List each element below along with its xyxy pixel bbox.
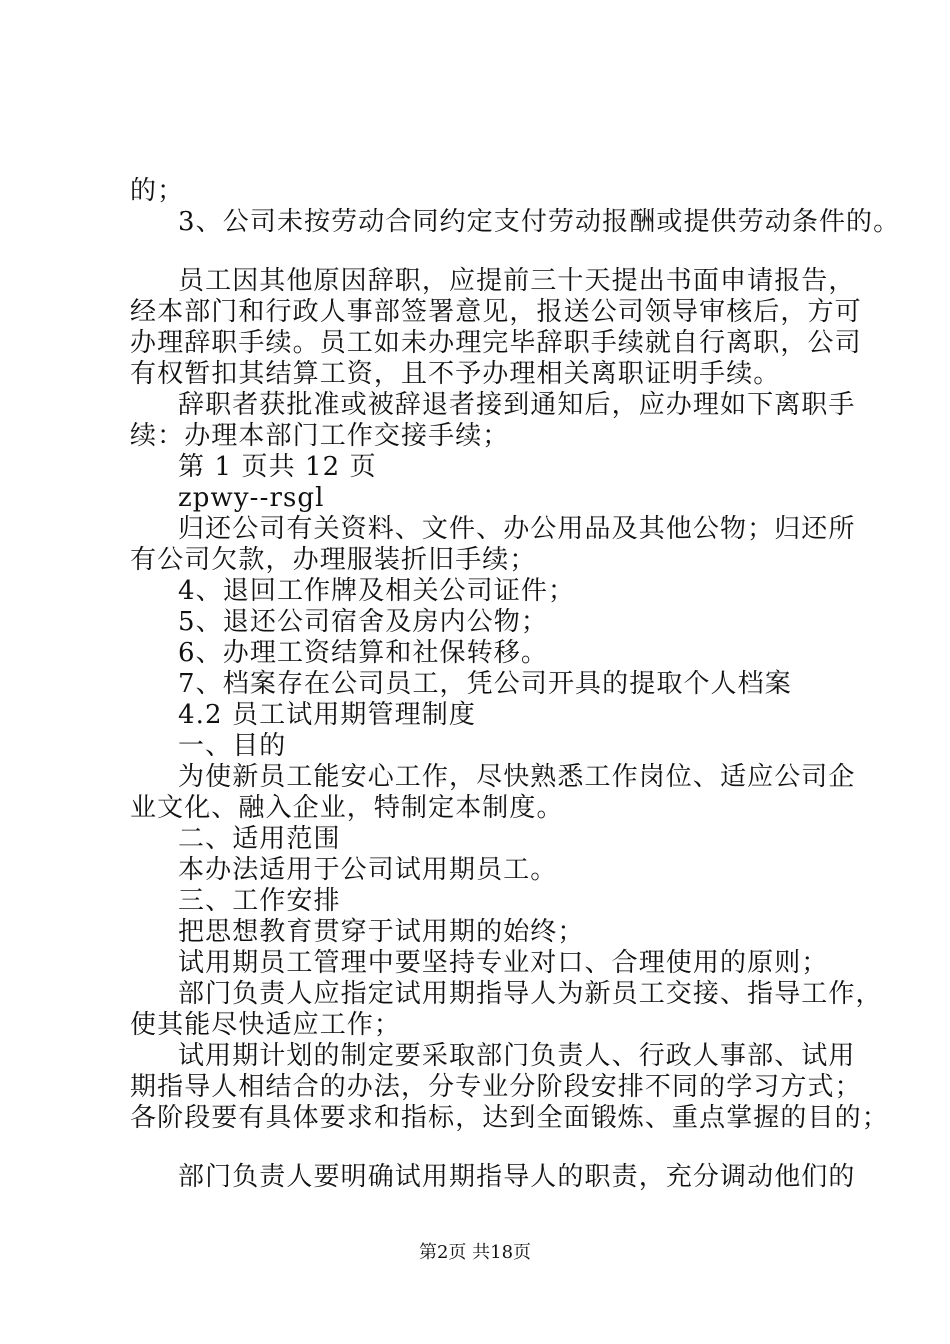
text-line: 把思想教育贯穿于试用期的始终； [178, 917, 585, 947]
page-marker: 第 1 页共 12 页 [178, 452, 377, 482]
text-line: 3、公司未按劳动合同约定支付劳动报酬或提供劳动条件的。 [178, 207, 901, 237]
text-line: 有权暂扣其结算工资，且不予办理相关离职证明手续。 [130, 359, 781, 389]
text-line: 各阶段要有具体要求和指标，达到全面锻炼、重点掌握的目的； [130, 1103, 889, 1133]
subsection-heading: 三、工作安排 [178, 886, 341, 916]
text-line: 续：办理本部门工作交接手续； [130, 421, 510, 451]
text-line: 试用期计划的制定要采取部门负责人、行政人事部、试用 [178, 1041, 856, 1071]
text-line: 办理辞职手续。员工如未办理完毕辞职手续就自行离职，公司 [130, 328, 862, 358]
text-line: 期指导人相结合的办法，分专业分阶段安排不同的学习方式； [130, 1072, 862, 1102]
text-line: 6、办理工资结算和社保转移。 [178, 638, 548, 668]
text-line: 4、退回工作牌及相关公司证件； [178, 576, 576, 606]
text-line: 业文化、融入企业，特制定本制度。 [130, 793, 564, 823]
text-line: 辞职者获批准或被辞退者接到通知后，应办理如下离职手 [178, 390, 856, 420]
text-line: 7、档案存在公司员工，凭公司开具的提取个人档案 [178, 669, 792, 699]
text-line: 归还公司有关资料、文件、办公用品及其他公物；归还所 [178, 514, 856, 544]
text-line: 部门负责人要明确试用期指导人的职责，充分调动他们的 [178, 1162, 856, 1192]
text-line: 部门负责人应指定试用期指导人为新员工交接、指导工作， [178, 979, 883, 1009]
text-line: 试用期员工管理中要坚持专业对口、合理使用的原则； [178, 948, 829, 978]
text-line: 5、退还公司宿舍及房内公物； [178, 607, 548, 637]
subsection-heading: 二、适用范围 [178, 824, 341, 854]
text-line: 经本部门和行政人事部签署意见，报送公司领导审核后，方可 [130, 297, 862, 327]
section-heading: 4.2 员工试用期管理制度 [178, 700, 476, 730]
text-line: 的； [130, 176, 185, 206]
text-line: 有公司欠款，办理服装折旧手续； [130, 545, 537, 575]
subsection-heading: 一、目的 [178, 731, 287, 761]
text-line: 本办法适用于公司试用期员工。 [178, 855, 558, 885]
document-code: zpwy--rsgl [178, 483, 325, 513]
text-line: 员工因其他原因辞职，应提前三十天提出书面申请报告， [178, 266, 856, 296]
page-footer: 第2页 共18页 [418, 1242, 532, 1263]
text-line: 使其能尽快适应工作； [130, 1010, 402, 1040]
text-line: 为使新员工能安心工作，尽快熟悉工作岗位、适应公司企 [178, 762, 856, 792]
